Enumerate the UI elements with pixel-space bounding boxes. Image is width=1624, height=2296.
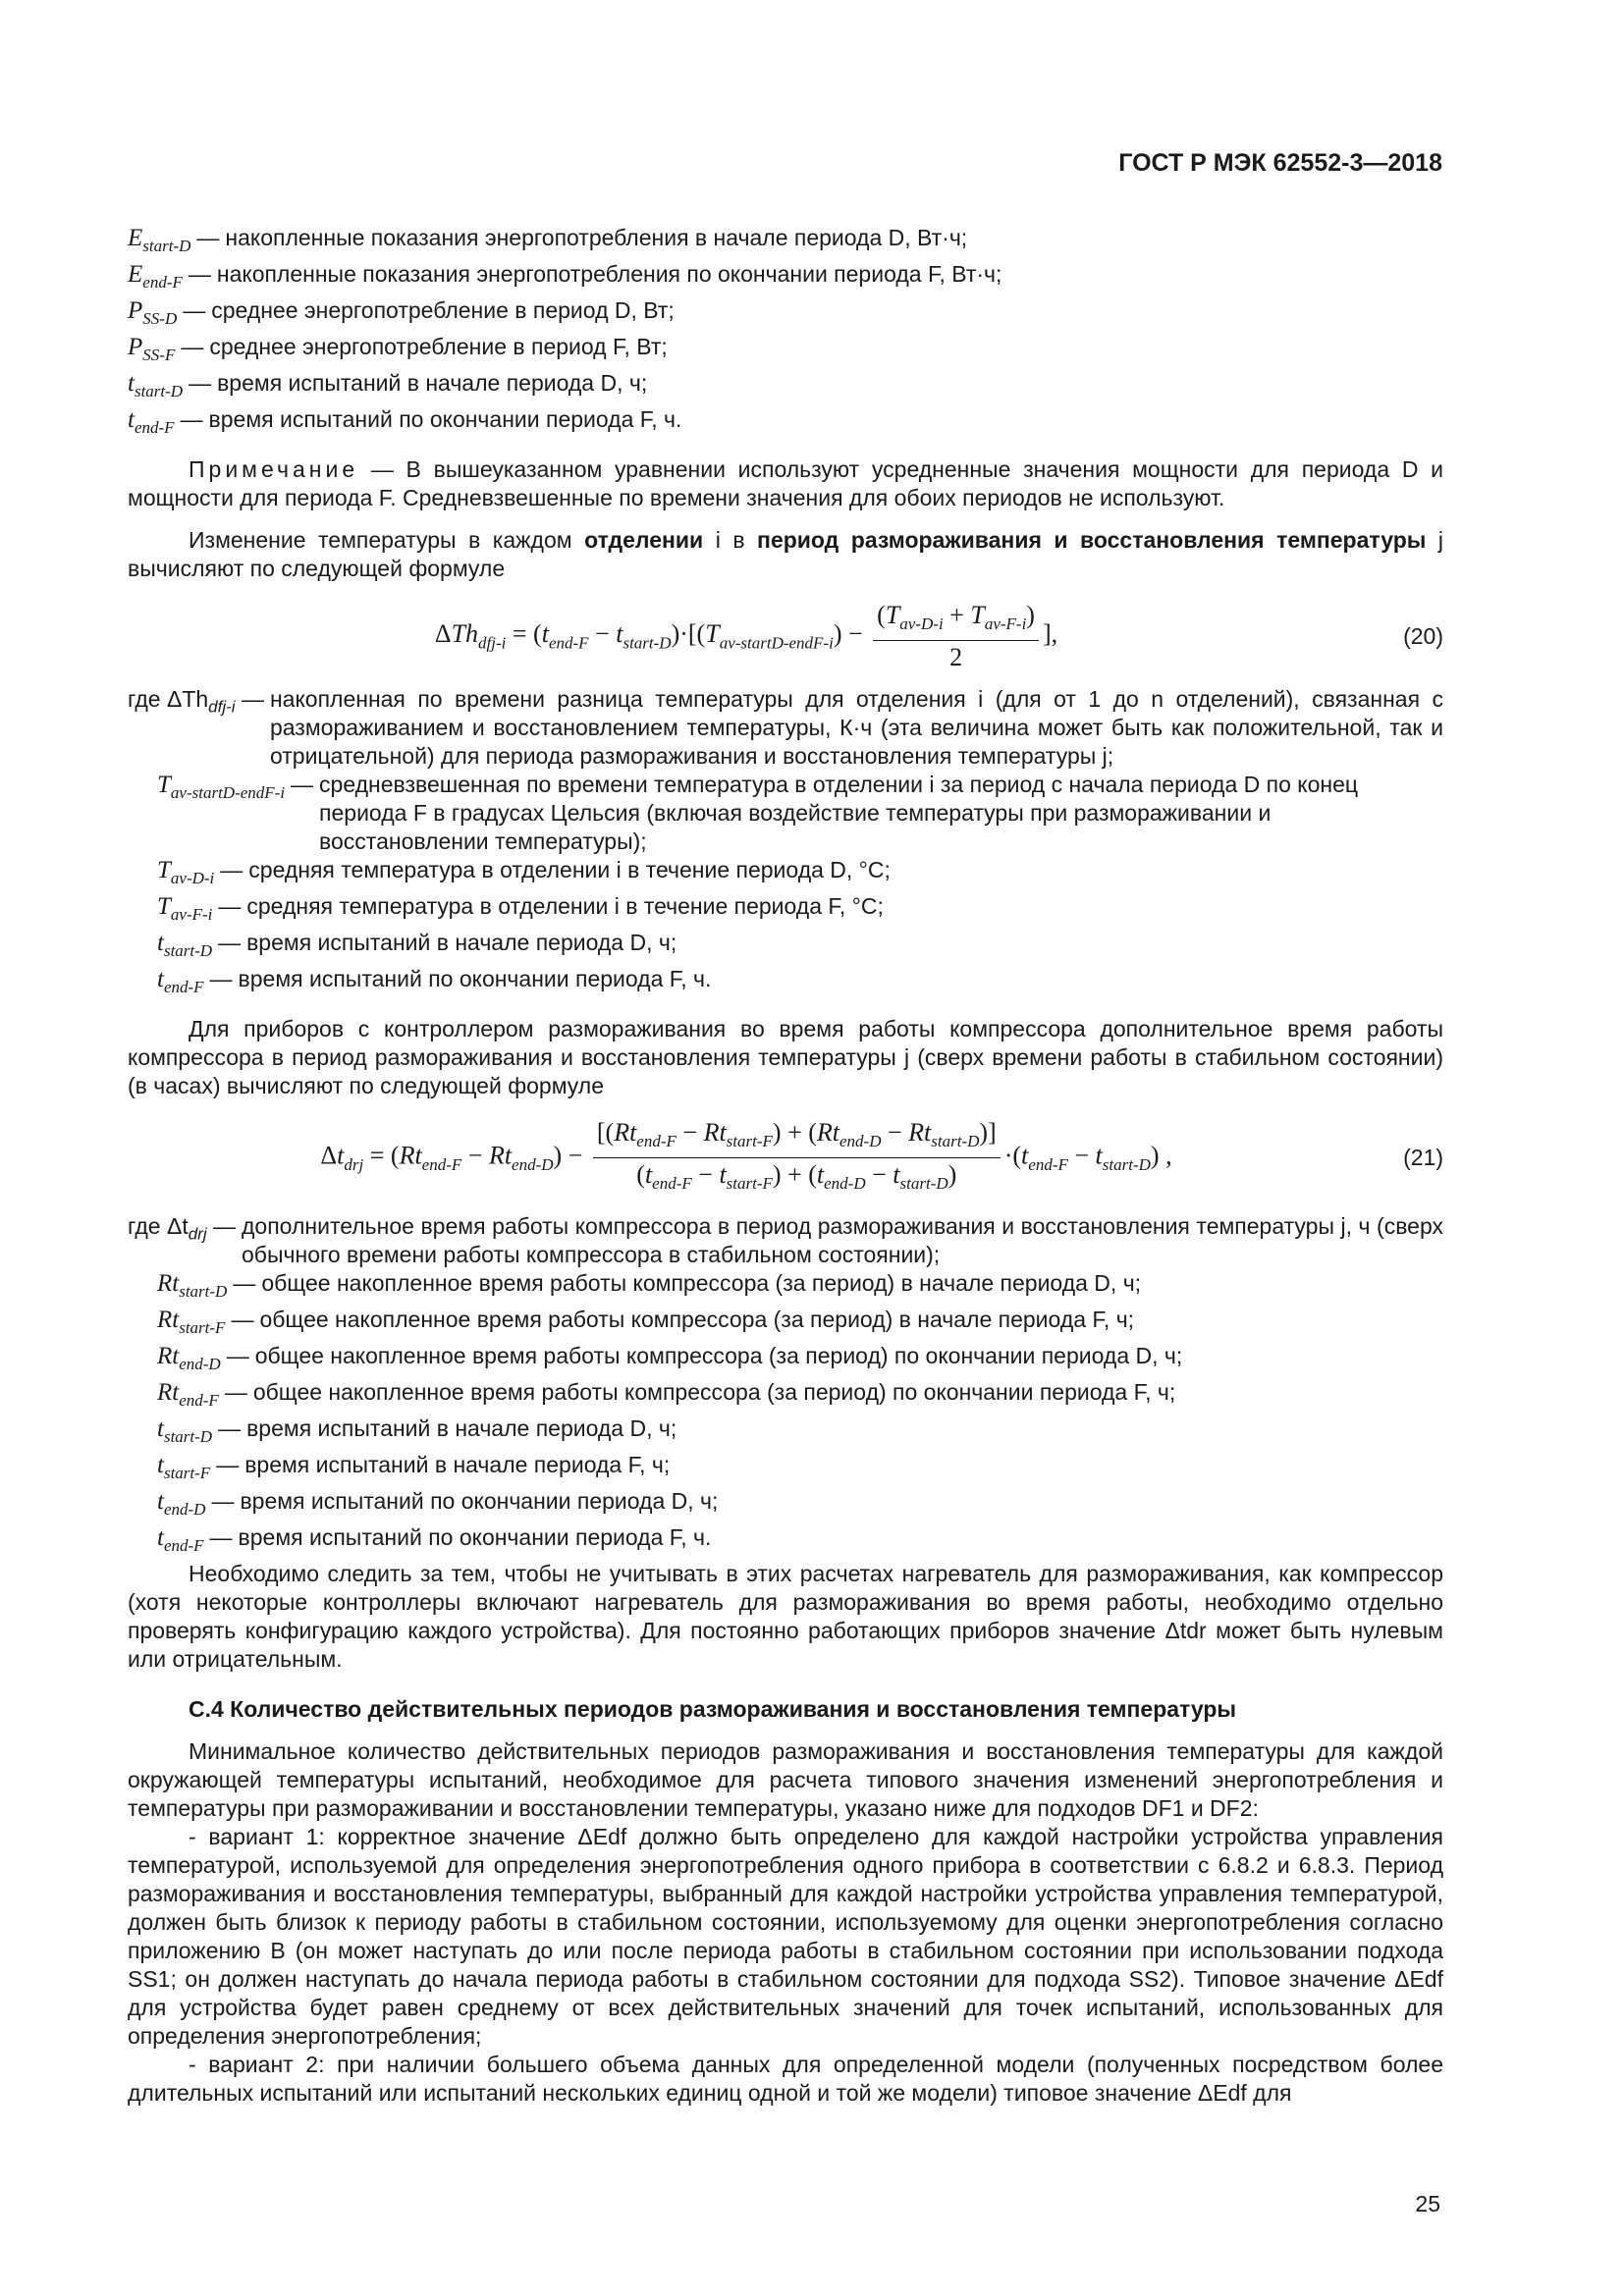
variable-symbol: $Rt_{start-F}$ bbox=[157, 1306, 226, 1337]
where-21-text: дополнительное время работы компрессора в период размораживания и восстановления температуры j, ч (сверх обычного времени работы компрессора в стабильном состоянии); bbox=[242, 1212, 1443, 1267]
formula-20 bbox=[128, 601, 1443, 671]
dash: — bbox=[218, 1415, 242, 1441]
variable-symbol: $t_{end-F}$ bbox=[157, 966, 204, 997]
variable-description: общее накопленное время работы компрессора (за период) по окончании периода F, ч; bbox=[252, 1378, 1176, 1405]
section-title: C.4 Количество действительных периодов размораживания и восстановления температуры bbox=[189, 1695, 1237, 1722]
variable-description: накопленные показания энергопотребления по окончании периода F, Вт·ч; bbox=[216, 261, 1002, 287]
variable-symbol: $t_{end-F}$ bbox=[157, 1523, 204, 1555]
variable-description: средневзвешенная по времени температура в отделении i за период с начала периода D по конец периода F в градусах Цельсия (включая воздействие температуры при размораживании и восстановлении температуры); bbox=[319, 772, 1359, 855]
definition-item bbox=[157, 1269, 1443, 1306]
variable-description: среднее энергопотребление в период F, Вт; bbox=[209, 334, 668, 359]
dash: — bbox=[233, 1269, 256, 1296]
dash: — bbox=[189, 370, 212, 396]
page-number: 25 bbox=[1415, 2191, 1440, 2216]
dash: — bbox=[224, 1378, 247, 1405]
variable-description: время испытаний в начале периода F, ч; bbox=[244, 1451, 671, 1477]
formula-20-number: (20) bbox=[1403, 622, 1443, 649]
definition-item bbox=[128, 369, 1443, 405]
variable-symbol: $t_{end-D}$ bbox=[157, 1487, 206, 1519]
variable-symbol: $Rt_{start-D}$ bbox=[157, 1269, 228, 1301]
paragraph-defrost-heater: Необходимо следить за тем, чтобы не учитывать в этих расчетах нагреватель для размораживания, как компрессор (хотя некоторые контроллеры включают нагреватель для размораживания во время работы, необходимо отдельно проверять конфигурацию каждого устройства). Для постоянно работающих приборов значение Δtdr может быть нулевым или отрицательным. bbox=[128, 1560, 1443, 1672]
variable-symbol: $t_{start-D}$ bbox=[157, 1415, 213, 1446]
dash: — bbox=[218, 930, 242, 956]
p1-c: i в bbox=[703, 527, 758, 553]
definition-list-3 bbox=[128, 1269, 1443, 1560]
definition-item bbox=[128, 260, 1443, 296]
variable-description: время испытаний по окончании периода F, ч. bbox=[208, 406, 682, 432]
definition-item bbox=[128, 224, 1443, 260]
where-21 bbox=[128, 1212, 1443, 1269]
definition-item bbox=[157, 1415, 1443, 1451]
paragraph-temperature-change bbox=[128, 526, 1443, 583]
note-text: — В вышеуказанном уравнении используют усредненные значения мощности для периода D и мощности для периода F. Средневзвешенные по времени значения для обоих периодов не используют. bbox=[128, 456, 1443, 510]
formula-21 bbox=[128, 1118, 1443, 1198]
dash: — bbox=[181, 334, 204, 359]
formula-20-expression: $\Delta Th_{dfj-i} = (t_{end-F} - t_{start-D})\cdot[(T_{av-startD-endF-i})$ − $\frac{(T_{av-D-i} + T_{av-F-i})}{2}$ ], bbox=[434, 601, 1058, 672]
paragraph-defrost-controller: Для приборов с контроллером размораживания во время работы компрессора дополнительное время работы компрессора в период размораживания и восстановления температуры j (сверх времени работы в стабильном состоянии) (в часах) вычисляют по следующей формуле bbox=[128, 1016, 1443, 1099]
dash: — bbox=[196, 225, 220, 250]
variable-description: время испытаний в начале периода D, ч; bbox=[217, 370, 648, 396]
definition-item bbox=[157, 1451, 1443, 1487]
definition-list-2 bbox=[128, 771, 1443, 1001]
definition-item bbox=[157, 892, 1443, 929]
variable-symbol: $t_{start-F}$ bbox=[157, 1451, 211, 1482]
dash: — bbox=[291, 772, 314, 798]
definition-item bbox=[157, 1306, 1443, 1342]
definition-item bbox=[128, 333, 1443, 369]
where-20 bbox=[128, 685, 1443, 771]
dash: — bbox=[180, 406, 203, 432]
note-label: Примечание bbox=[189, 456, 359, 482]
p1-a: Изменение температуры в каждом bbox=[189, 527, 585, 553]
where-20-label: где ΔTh$_{dfj-i}$ — bbox=[128, 686, 264, 717]
variable-description: накопленные показания энергопотребления в начале периода D, Вт·ч; bbox=[225, 225, 968, 250]
definition-item bbox=[157, 1523, 1443, 1560]
definition-item bbox=[128, 405, 1443, 442]
variable-symbol: $t_{start-D}$ bbox=[157, 930, 213, 961]
variable-symbol: $T_{av-F-i}$ bbox=[157, 893, 213, 925]
p1-b: отделении bbox=[584, 527, 704, 553]
dash: — bbox=[188, 261, 211, 287]
paragraph-variant-2: - вариант 2: при наличии большего объема данных для определенной модели (полученных посредством более длительных испытаний или испытаний нескольких единиц одной и той же модели) типовое значение ΔEdf для bbox=[128, 2051, 1443, 2106]
variable-symbol: $t_{end-F}$ bbox=[128, 406, 175, 437]
dash: — bbox=[220, 857, 244, 883]
dash: — bbox=[183, 297, 206, 323]
where-20-text: накопленная по времени разница температуры для отделения i (для от 1 до n отделений), связанная с размораживанием и восстановлением температуры, К·ч (эта величина может быть как положительной, так и отрицательной) для периода размораживания и восстановления температуры j; bbox=[269, 686, 1443, 770]
definition-item bbox=[157, 1487, 1443, 1523]
variable-description: общее накопленное время работы компрессора (за период) в начале периода D, ч; bbox=[261, 1269, 1142, 1296]
variable-symbol: $Rt_{end-F}$ bbox=[157, 1378, 219, 1410]
variable-symbol: $E_{end-F}$ bbox=[128, 261, 183, 292]
variable-description: время испытаний по окончании периода F, ч. bbox=[238, 966, 712, 992]
formula-21-expression: $\Delta t_{drj} = (Rt_{end-F} - Rt_{end-D})$ − $\frac{[(Rt_{end-F} - Rt_{start-F}) + (Rt_{end-D} - Rt_{start-D})]}{(t_{end-F} - t_{start-F}) + (t_{end-D} - t_{start-D})}$ $\cdot(t_{end-F} - t_{start-D})$ , bbox=[320, 1118, 1172, 1194]
definition-list-1 bbox=[128, 224, 1443, 442]
variable-symbol: $P_{SS-D}$ bbox=[128, 297, 178, 328]
formula-21-number: (21) bbox=[1403, 1145, 1443, 1171]
page-header: ГОСТ Р МЭК 62552-3—2018 bbox=[1118, 149, 1442, 177]
dash: — bbox=[211, 1487, 235, 1514]
variable-description: время испытаний по окончании периода F, ч. bbox=[238, 1523, 712, 1550]
definition-item bbox=[157, 771, 1443, 856]
variable-description: время испытаний по окончании периода D, ч; bbox=[240, 1487, 719, 1514]
definition-item bbox=[157, 929, 1443, 965]
definition-item bbox=[157, 1378, 1443, 1415]
variable-description: время испытаний в начале периода D, ч; bbox=[246, 930, 677, 956]
variable-symbol: $T_{av-D-i}$ bbox=[157, 857, 215, 888]
variable-symbol: $t_{start-D}$ bbox=[128, 370, 184, 400]
dash: — bbox=[231, 1306, 254, 1332]
definition-item bbox=[157, 856, 1443, 892]
paragraph-min-count: Минимальное количество действительных периодов размораживания и восстановления температуры для каждой окружающей температуры испытаний, необходимое для расчета типового значения изменений энергопотребления и температуры при размораживании и восстановлении температуры, указано ниже для подходов DF1 и DF2: bbox=[128, 1737, 1443, 1821]
variable-description: общее накопленное время работы компрессора (за период) в начале периода F, ч; bbox=[259, 1306, 1135, 1332]
variable-description: время испытаний в начале периода D, ч; bbox=[246, 1415, 677, 1441]
variable-description: общее накопленное время работы компрессора (за период) по окончании периода D, ч; bbox=[254, 1342, 1183, 1368]
p1-e: j вычисляют по следующей формуле bbox=[128, 527, 1444, 581]
dash: — bbox=[226, 1342, 249, 1368]
dash: — bbox=[209, 966, 233, 992]
variable-description: среднее энергопотребление в период D, Вт; bbox=[211, 297, 675, 323]
dash: — bbox=[209, 1523, 233, 1550]
where-21-label: где $\Delta t_{drj}$ — bbox=[128, 1212, 237, 1244]
paragraph-variant-1: - вариант 1: корректное значение ΔEdf должно быть определено для каждой настройки устройства управления температурой, используемой для определения энергопотребления одного прибора в соответствии с 6.8.2 и 6.8.3. Период размораживания и восстановления температуры, выбранный для каждой настройки устройства управления температурой, должен быть близок к периоду работы в стабильном состоянии, используемому для оценки энергопотребления согласно приложению B (он может наступать до или после периода работы в стабильном состоянии при использовании подхода SS1; он должен наступать до начала периода работы в стабильном состоянии для подхода SS2). Типовое значение ΔEdf для устройства будет равен среднему от всех действительных значений для точек испытаний, использованных для определения энергопотребления; bbox=[128, 1823, 1443, 2049]
dash: — bbox=[216, 1451, 240, 1477]
variable-symbol: $T_{av-startD-endF-i}$ bbox=[157, 772, 286, 803]
variable-description: средняя температура в отделении i в течение периода F, °C; bbox=[246, 893, 884, 920]
definition-item bbox=[157, 965, 1443, 1001]
variable-symbol: $E_{start-D}$ bbox=[128, 225, 191, 255]
definition-item bbox=[128, 296, 1443, 333]
note-paragraph bbox=[128, 455, 1443, 512]
definition-item bbox=[157, 1342, 1443, 1378]
dash: — bbox=[218, 893, 242, 920]
variable-symbol: $P_{SS-F}$ bbox=[128, 334, 176, 364]
variable-symbol: $Rt_{end-D}$ bbox=[157, 1342, 221, 1373]
p1-d: период размораживания и восстановления температуры bbox=[757, 527, 1427, 553]
page-content bbox=[128, 224, 1443, 2108]
variable-description: средняя температура в отделении i в течение периода D, °C; bbox=[248, 857, 891, 883]
